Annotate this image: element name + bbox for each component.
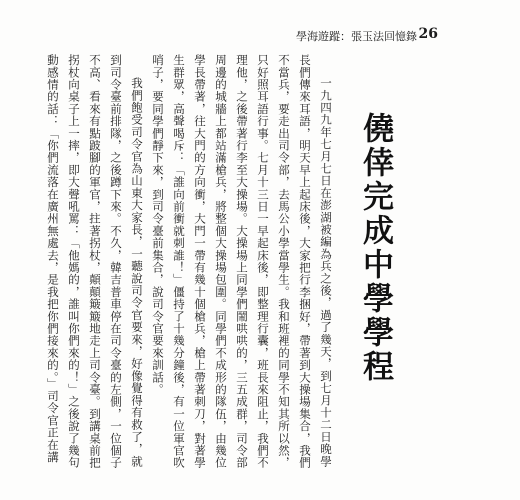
- running-header: 學海遊蹤：張玉法回憶錄: [296, 30, 417, 43]
- chapter-title: 僥倖完成中學學程: [357, 112, 393, 384]
- paragraph: 我們飽受司令官為山東大家長，一聽說司令官要來，好像覺得有救了，就到司令臺前排隊，之後蹲下來。不久，韓吉普車停在司令臺的左側，一位個子不高、看來有點跛腳的軍官，拄著拐杖，顛顛簸簸地走上司令臺。到講桌前把拐杖向桌子上一摔，即大聲吼罵：「他媽的，誰叫你們來的！」之後說了幾句動感情的話：「你們流落在廣州無處去，是我把你們接來的。」司令官正在講: [46, 54, 144, 469]
- paragraph: 一九四九年七月七日在澎湖被編為兵之後，過了幾天，到七月十二日晚學長們傳來耳語，明天早上起床後，大家把行李捆好，帶著到大操場集合，我們不當兵，要走出司令部，去馬公小學當學生。我和班裡的同學不知其所以然，只好照耳語行事。七月十三日一早起床後，即整理行囊，班長來阻止，我們不理他，之後帶著行李至大操場。大操場上同學們鬧哄哄的，三五成群，司令部周邊的城牆上都站滿槍兵，將整個大操場包圍。同學們不成形的隊伍，由幾位學長帶著，往大門的方向衝，大門一帶有幾十個槍兵，槍上帶著刺刀，對著學生群眾，高聲喝斥：「誰向前衝就刺誰！」僵持了十幾分鐘後，有一位軍官吹哨子，要同學們靜下來，到司令臺前集合，說司令官要來訓話。: [151, 54, 333, 469]
- page-number: 26: [418, 26, 438, 42]
- body-text: [46, 54, 336, 474]
